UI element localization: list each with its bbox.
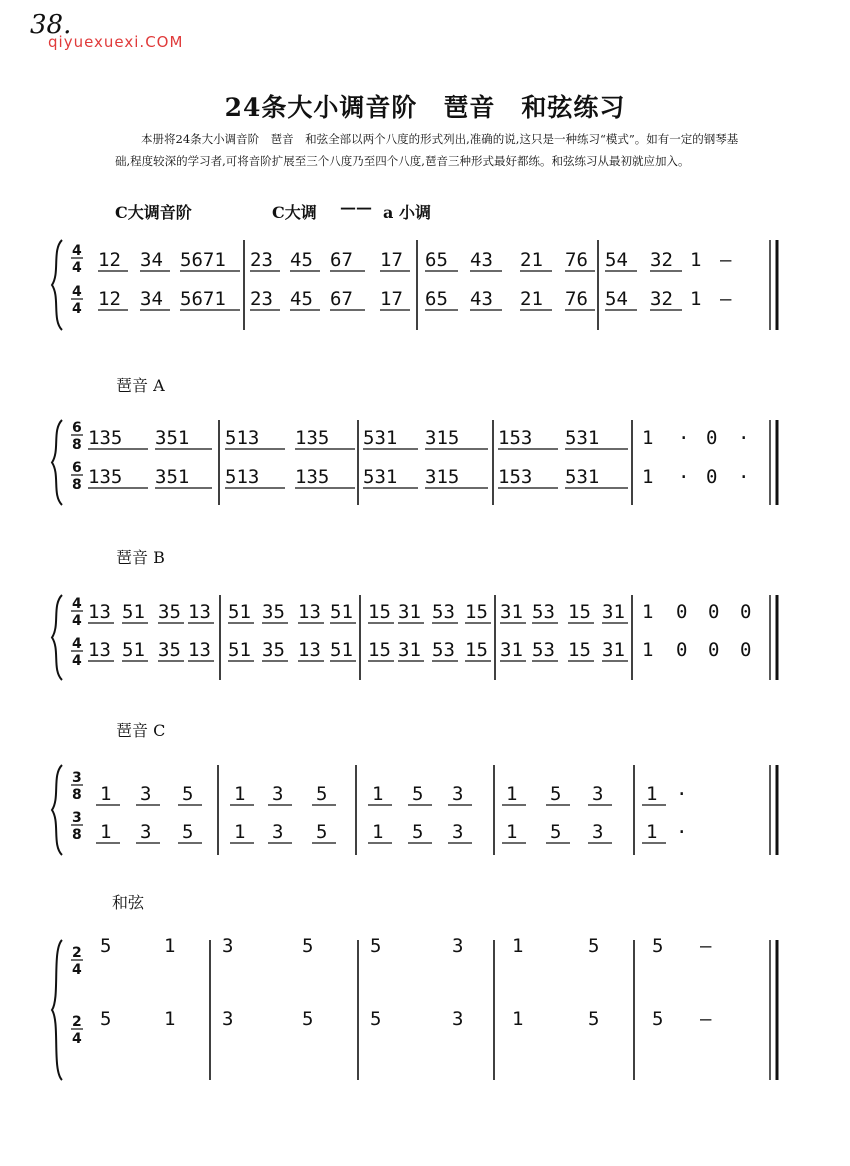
arp-c-upper-note-9: 1 [506,783,518,805]
scale-label-a-minor: a 小调 [383,203,431,222]
arp-c-ts-lower-num: 3 [72,810,82,826]
arp-c-lower-note-13: · [676,821,688,843]
arp-c-lower-note-7: 5 [412,821,424,843]
arp-b-upper-note-1: 51 [122,601,145,623]
arp-b-ts-upper-den: 4 [72,613,82,629]
arp-b-lower-note-7: 51 [330,639,353,661]
arp-a-upper-note-7: 531 [565,427,600,449]
scale-ts-upper-den: 4 [72,260,82,276]
chords-ts-lower-den: 4 [72,1031,82,1047]
scale-lower-note-0: 12 [98,288,121,310]
scale-upper-note-8: 43 [470,249,493,271]
arp-a-upper-note-6: 153 [498,427,533,449]
arp-a-upper-note-9: · [678,427,690,449]
arp-b-lower-note-0: 13 [88,639,111,661]
arp-b-upper-note-9: 31 [398,601,421,623]
scale-upper-note-7: 65 [425,249,448,271]
arp-c-lower-note-9: 1 [506,821,518,843]
chord-upper-note-4: 5 [370,935,382,957]
arp-c-lower-note-8: 3 [452,821,464,843]
arp-b-lower-note-5: 35 [262,639,285,661]
chord-upper-note-6: 1 [512,935,524,957]
arp-b-upper-note-10: 53 [432,601,455,623]
arp-c-upper-note-11: 3 [592,783,604,805]
scale-label-c-major-2: C大调 [272,203,317,222]
arp-c-brace [52,765,62,855]
arp-b-upper-note-12: 31 [500,601,523,623]
chords-ts-upper-num: 2 [72,945,82,961]
arp-a-ts-upper-den: 8 [72,437,82,453]
arp-a-ts-upper-num: 6 [72,420,82,436]
scale-lower-note-1: 34 [140,288,163,310]
arp-c-lower-note-10: 5 [550,821,562,843]
scale-upper-note-14: — [720,249,732,271]
arp-b-lower-note-13: 53 [532,639,555,661]
arp-a-ts-lower-num: 6 [72,460,82,476]
arp-b-upper-note-18: 0 [708,601,720,623]
arpeggio-c-label: 琶音 C [116,721,166,740]
chord-lower-note-3: 5 [302,1008,314,1030]
arp-a-upper-note-4: 531 [363,427,398,449]
chord-lower-note-4: 5 [370,1008,382,1030]
arp-a-lower-note-10: 0 [706,466,718,488]
page-title: 24条大小调音阶 琶音 和弦练习 [224,93,626,122]
arp-b-upper-note-19: 0 [740,601,752,623]
scale-upper-note-1: 34 [140,249,163,271]
arp-c-upper-note-5: 5 [316,783,328,805]
scale-upper-note-6: 17 [380,249,403,271]
scale-upper-note-10: 76 [565,249,588,271]
arp-c-lower-note-0: 1 [100,821,112,843]
arp-b-upper-note-3: 13 [188,601,211,623]
chord-upper-note-1: 1 [164,935,176,957]
arp-b-lower-note-9: 31 [398,639,421,661]
chord-upper-note-5: 3 [452,935,464,957]
scale-upper-note-13: 1 [690,249,702,271]
arp-b-lower-note-15: 31 [602,639,625,661]
chord-lower-note-6: 1 [512,1008,524,1030]
arp-b-upper-note-2: 35 [158,601,181,623]
chord-upper-note-0: 5 [100,935,112,957]
arp-b-upper-note-16: 1 [642,601,654,623]
arp-c-upper-note-3: 1 [234,783,246,805]
watermark: qiyuexuexi.COM [48,33,184,51]
page-number: 38. [30,10,72,40]
scale-lower-note-7: 65 [425,288,448,310]
scale-upper-note-3: 23 [250,249,273,271]
scale-upper-note-11: 54 [605,249,628,271]
arp-b-lower-note-14: 15 [568,639,591,661]
scale-upper-note-5: 67 [330,249,353,271]
arp-c-upper-note-7: 5 [412,783,424,805]
arp-a-lower-note-0: 135 [88,466,123,488]
arp-b-upper-note-4: 51 [228,601,251,623]
scale-lower-note-5: 67 [330,288,353,310]
arp-b-lower-note-3: 13 [188,639,211,661]
chord-lower-note-7: 5 [588,1008,600,1030]
arp-b-upper-note-7: 51 [330,601,353,623]
arp-a-upper-note-0: 135 [88,427,123,449]
scale-label-c-major: C大调音阶 [115,203,192,222]
arp-a-lower-note-9: · [678,466,690,488]
arpeggio-b-label: 琶音 B [116,548,165,567]
arp-b-brace [52,595,62,680]
arp-a-upper-note-1: 351 [155,427,190,449]
arp-a-brace [52,420,62,505]
arp-b-upper-note-8: 15 [368,601,391,623]
arp-c-lower-note-4: 3 [272,821,284,843]
arp-a-lower-note-1: 351 [155,466,190,488]
arp-c-lower-note-3: 1 [234,821,246,843]
arp-a-upper-note-5: 315 [425,427,460,449]
scale-ts-lower-den: 4 [72,301,82,317]
scale-lower-note-9: 21 [520,288,543,310]
arp-a-upper-note-2: 513 [225,427,260,449]
arp-a-upper-note-11: · [738,427,750,449]
scale-lower-note-13: 1 [690,288,702,310]
arp-b-lower-note-12: 31 [500,639,523,661]
chord-upper-note-9: — [700,935,712,957]
scale-lower-note-8: 43 [470,288,493,310]
arp-b-upper-note-13: 53 [532,601,555,623]
arp-a-lower-note-6: 153 [498,466,533,488]
arp-a-lower-note-11: · [738,466,750,488]
arp-b-lower-note-8: 15 [368,639,391,661]
arp-c-upper-note-0: 1 [100,783,112,805]
arp-c-upper-note-13: · [676,783,688,805]
arp-a-lower-note-5: 315 [425,466,460,488]
arp-b-upper-note-11: 15 [465,601,488,623]
scale-upper-note-0: 12 [98,249,121,271]
scale-lower-note-10: 76 [565,288,588,310]
arp-c-upper-note-6: 1 [372,783,384,805]
arp-a-upper-note-8: 1 [642,427,654,449]
arp-b-lower-note-19: 0 [740,639,752,661]
arp-c-upper-note-8: 3 [452,783,464,805]
arp-b-lower-note-6: 13 [298,639,321,661]
arp-b-lower-note-16: 1 [642,639,654,661]
arp-b-ts-lower-den: 4 [72,653,82,669]
chord-upper-note-2: 3 [222,935,234,957]
arp-c-upper-note-4: 3 [272,783,284,805]
arp-b-upper-note-15: 31 [602,601,625,623]
scale-dash: —— [340,198,372,217]
scale-lower-note-3: 23 [250,288,273,310]
scale-upper-note-9: 21 [520,249,543,271]
arp-c-ts-upper-den: 8 [72,787,82,803]
arp-c-upper-note-2: 5 [182,783,194,805]
arp-a-lower-note-4: 531 [363,466,398,488]
scale-lower-note-2: 5671 [180,288,226,310]
arp-b-ts-upper-num: 4 [72,596,82,612]
arp-a-lower-note-2: 513 [225,466,260,488]
arp-a-ts-lower-den: 8 [72,477,82,493]
arpeggio-a-label: 琶音 A [116,376,165,395]
chord-lower-note-2: 3 [222,1008,234,1030]
scale-lower-note-6: 17 [380,288,403,310]
chords-ts-lower-num: 2 [72,1014,82,1030]
arp-a-lower-note-3: 135 [295,466,330,488]
chord-upper-note-8: 5 [652,935,664,957]
chord-upper-note-7: 5 [588,935,600,957]
chord-lower-note-0: 5 [100,1008,112,1030]
arp-c-lower-note-1: 3 [140,821,152,843]
arp-b-lower-note-18: 0 [708,639,720,661]
scale-lower-note-14: — [720,288,732,310]
intro-paragraph: 本册将24条大小调音阶 琶音 和弦全部以两个八度的形式列出,准确的说,这只是一种练习“模式”。如有一定的钢琴基础,程度较深的学习者,可将音阶扩展至三个八度乃至四个八度,琶音三种形式最好都练。和弦练习从最初就应加入。 [115,132,739,168]
arp-c-lower-note-5: 5 [316,821,328,843]
arp-c-upper-note-12: 1 [646,783,658,805]
arp-c-ts-lower-den: 8 [72,827,82,843]
arp-b-upper-note-14: 15 [568,601,591,623]
arp-c-lower-note-11: 3 [592,821,604,843]
chords-ts-upper-den: 4 [72,962,82,978]
arp-c-lower-note-2: 5 [182,821,194,843]
chord-upper-note-3: 5 [302,935,314,957]
chord-lower-note-5: 3 [452,1008,464,1030]
arp-c-lower-note-6: 1 [372,821,384,843]
arp-b-upper-note-0: 13 [88,601,111,623]
arp-b-ts-lower-num: 4 [72,636,82,652]
arp-c-ts-upper-num: 3 [72,770,82,786]
arp-c-upper-note-1: 3 [140,783,152,805]
arp-b-lower-note-11: 15 [465,639,488,661]
scale-ts-upper-num: 4 [72,243,82,259]
scale-upper-note-2: 5671 [180,249,226,271]
scale-lower-note-11: 54 [605,288,628,310]
arp-a-lower-note-8: 1 [642,466,654,488]
chord-lower-note-1: 1 [164,1008,176,1030]
arp-a-upper-note-10: 0 [706,427,718,449]
scale-brace [52,240,62,330]
scale-upper-note-12: 32 [650,249,673,271]
chords-brace [52,940,62,1080]
scale-ts-lower-num: 4 [72,284,82,300]
arp-b-lower-note-17: 0 [676,639,688,661]
chord-lower-note-8: 5 [652,1008,664,1030]
arp-b-lower-note-4: 51 [228,639,251,661]
chords-label: 和弦 [112,893,145,912]
scale-lower-note-12: 32 [650,288,673,310]
arp-a-upper-note-3: 135 [295,427,330,449]
arp-b-upper-note-17: 0 [676,601,688,623]
arp-b-upper-note-5: 35 [262,601,285,623]
arp-b-lower-note-1: 51 [122,639,145,661]
scale-lower-note-4: 45 [290,288,313,310]
arp-a-lower-note-7: 531 [565,466,600,488]
arp-b-lower-note-10: 53 [432,639,455,661]
scale-upper-note-4: 45 [290,249,313,271]
score-layer [52,240,777,1080]
chord-lower-note-9: — [700,1008,712,1030]
arp-b-upper-note-6: 13 [298,601,321,623]
arp-c-lower-note-12: 1 [646,821,658,843]
arp-c-upper-note-10: 5 [550,783,562,805]
arp-b-lower-note-2: 35 [158,639,181,661]
